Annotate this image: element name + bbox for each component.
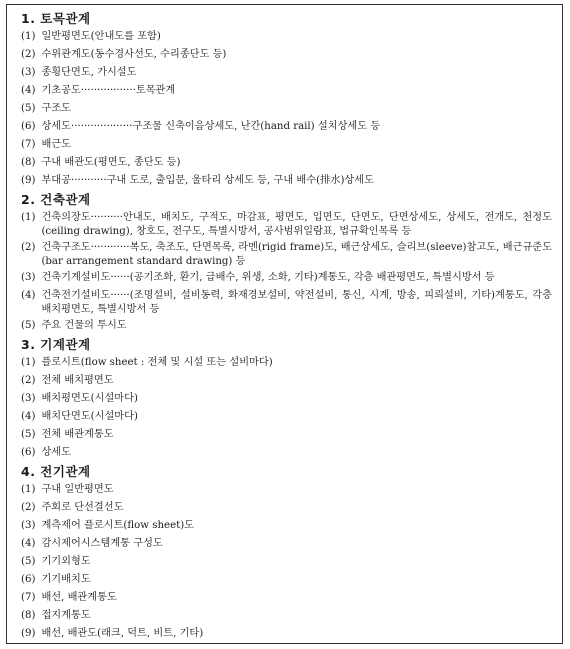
list-item	[21, 390, 552, 408]
item-number: (4)	[21, 411, 36, 422]
item-number: (1)	[21, 357, 36, 368]
list-item	[21, 287, 552, 317]
list-item	[21, 209, 552, 239]
list-item	[21, 607, 552, 625]
list-item	[21, 154, 552, 172]
item-text: 건축구조도············복도, 축조도, 단면목록, 라멘(rigid frame)도, 배근상세도, 슬리브(sleeve)참고도, 배근규준도(bar arrangement standard drawing) 등	[41, 242, 552, 267]
item-number: (1)	[21, 31, 36, 42]
item-text: 전체 배관계통도	[41, 429, 114, 440]
list-item	[21, 589, 552, 607]
item-number: (3)	[21, 272, 36, 283]
section-title-electrical: 4. 전기관계	[21, 464, 91, 479]
item-text: 기기외형도	[41, 556, 91, 567]
item-text: 상세도···················구조물 신축이음상세도, 난간(hand rail) 설치상세도 등	[41, 121, 381, 132]
item-number: (4)	[21, 538, 36, 549]
item-text: 부대공···········구내 도로, 출입문, 울타리 상세도 등, 구내 배수(排水)상세도	[41, 175, 374, 186]
item-text: 배치평면도(시설마다)	[41, 393, 138, 404]
item-text: 기기배치도	[41, 574, 91, 585]
document-page	[6, 4, 563, 644]
item-text: 건축기계설비도······(공기조화, 환기, 급배수, 위생, 소화, 기타)계통도, 각층 배관평면도, 특별시방서 등	[41, 272, 495, 283]
list-item	[21, 535, 552, 553]
list-item	[21, 82, 552, 100]
item-text: 계측제어 플로시트(flow sheet)도	[41, 520, 195, 531]
list-item	[21, 481, 552, 499]
item-text: 구내 배관도(평면도, 종단도 등)	[41, 157, 181, 168]
list-item	[21, 118, 552, 136]
list-item	[21, 28, 552, 46]
list-item	[21, 46, 552, 64]
item-number: (2)	[21, 502, 36, 513]
list-item	[21, 136, 552, 154]
item-text: 접지계통도	[41, 610, 91, 621]
item-text: 종횡단면도, 가시설도	[41, 67, 137, 78]
item-number: (9)	[21, 175, 36, 186]
list-item	[21, 269, 552, 287]
item-number: (2)	[21, 242, 36, 253]
item-number: (4)	[21, 85, 36, 96]
item-text: 배근도	[41, 139, 71, 150]
list-item	[21, 426, 552, 444]
list-item	[21, 317, 552, 335]
list-item	[21, 553, 552, 571]
list-item	[21, 499, 552, 517]
item-number: (3)	[21, 393, 36, 404]
item-text: 주요 건물의 투시도	[41, 320, 127, 331]
list-item	[21, 354, 552, 372]
list-item	[21, 517, 552, 535]
item-number: (5)	[21, 320, 36, 331]
item-text: 상세도	[41, 447, 71, 458]
list-item	[21, 444, 552, 462]
item-text: 주회로 단선결선도	[41, 502, 124, 513]
item-number: (7)	[21, 592, 36, 603]
item-text: 구조도	[41, 103, 71, 114]
item-number: (8)	[21, 157, 36, 168]
item-text: 배치단면도(시설마다)	[41, 411, 138, 422]
list-item	[21, 172, 552, 190]
item-text: 건축의장도··········안내도, 배치도, 구적도, 마감표, 평면도, 입면도, 단면도, 단면상세도, 상세도, 전개도, 천정도(ceiling drawing), 창호도, 전구도, 특별시방서, 공사범위일람표, 법규확인목록 등	[41, 212, 552, 237]
item-number: (6)	[21, 574, 36, 585]
item-number: (1)	[21, 484, 36, 495]
item-number: (9)	[21, 628, 36, 639]
item-text: 기초공도·················토목관계	[41, 85, 176, 96]
list-item	[21, 372, 552, 390]
item-number: (2)	[21, 49, 36, 60]
item-text: 일반평면도(안내도를 포함)	[41, 31, 161, 42]
section-title-mechanical: 3. 기계관계	[21, 337, 91, 352]
item-number: (1)	[21, 212, 36, 223]
list-item	[21, 571, 552, 589]
item-text: 구내 일반평면도	[41, 484, 114, 495]
item-number: (8)	[21, 610, 36, 621]
list-item	[21, 100, 552, 118]
item-number: (3)	[21, 67, 36, 78]
item-text: 수위관계도(동수경사선도, 수리종단도 등)	[41, 49, 227, 60]
item-text: 배선, 배관도(래크, 덕트, 비트, 기타)	[41, 628, 204, 639]
section-title-civil: 1. 토목관계	[21, 11, 91, 26]
item-number: (5)	[21, 429, 36, 440]
item-text: 전체 배치평면도	[41, 375, 114, 386]
list-item	[21, 408, 552, 426]
item-number: (6)	[21, 121, 36, 132]
item-text: 건축전기설비도······(조명설비, 설비동력, 화재경보설비, 약전설비, 통신, 시계, 방송, 피뢰설비, 기타)계통도, 각층 배치평면도, 특별시방서 등	[41, 290, 552, 315]
item-number: (5)	[21, 556, 36, 567]
item-number: (5)	[21, 103, 36, 114]
item-number: (7)	[21, 139, 36, 150]
item-number: (3)	[21, 520, 36, 531]
item-number: (4)	[21, 290, 36, 301]
list-item	[21, 64, 552, 82]
list-item	[21, 239, 552, 269]
item-text: 배선, 배관계통도	[41, 592, 117, 603]
item-number: (6)	[21, 447, 36, 458]
section-title-architecture: 2. 건축관계	[21, 192, 91, 207]
item-number: (2)	[21, 375, 36, 386]
list-item	[21, 625, 552, 643]
item-text: 감시제어시스템계통 구성도	[41, 538, 163, 549]
item-text: 플로시트(flow sheet : 전체 및 시설 또는 설비마다)	[41, 357, 273, 368]
